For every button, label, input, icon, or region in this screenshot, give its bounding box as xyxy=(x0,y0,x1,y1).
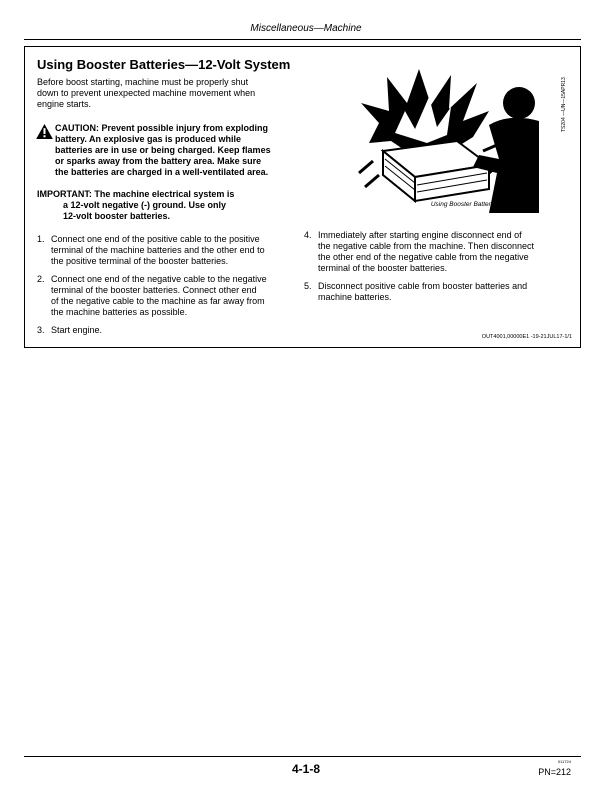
step-number: 4. xyxy=(304,230,312,240)
section-title: Using Booster Batteries—12-Volt System xyxy=(37,57,291,72)
step-number: 5. xyxy=(304,281,312,291)
step-line: Disconnect positive cable from booster batteries and xyxy=(318,281,528,291)
document-id: OUT4001,00000E1 -19-21JUL17-1/1 xyxy=(481,334,572,340)
step-line: terminal of the booster batteries. xyxy=(318,263,448,273)
list-item xyxy=(37,325,307,336)
page-number: 4-1-8 xyxy=(291,762,320,776)
important-line: IMPORTANT: The machine electrical system is xyxy=(37,189,235,199)
footer-pn: PN=212 xyxy=(538,767,571,777)
header-title: Miscellaneous—Machine xyxy=(250,23,362,34)
caution-line: the batteries are charged in a well-ventilated area. xyxy=(55,167,269,177)
exploding-battery-illustration xyxy=(339,63,569,213)
list-item xyxy=(37,274,307,318)
list-item xyxy=(304,281,569,303)
footer-rule xyxy=(24,756,581,757)
step-line: Connect one end of the positive cable to the positive xyxy=(51,234,260,244)
step-line: of the negative cable to the machine as far away from xyxy=(51,296,265,306)
step-line: Connect one end of the negative cable to the negative xyxy=(51,274,267,284)
caution-line: CAUTION: Prevent possible injury from exploding xyxy=(55,123,269,133)
step-line: terminal of the booster batteries. Connect other end xyxy=(51,285,257,295)
step-line: machine batteries. xyxy=(318,292,392,302)
steps-right-column xyxy=(304,230,569,310)
important-block xyxy=(37,189,307,222)
intro-line: down to prevent unexpected machine movement when xyxy=(37,88,256,98)
important-line: 12-volt booster batteries. xyxy=(63,211,171,221)
step-line: Immediately after starting engine disconnect end of xyxy=(318,230,522,240)
caution-line: battery. An explosive gas is produced while xyxy=(55,134,242,144)
figure-caption: Using Booster Batteries xyxy=(430,201,500,208)
list-item xyxy=(304,230,569,274)
intro-line: Before boost starting, machine must be properly shut xyxy=(37,77,249,87)
step-number: 1. xyxy=(37,234,45,244)
figure-code: TS204 —UN—15APR13 xyxy=(561,77,567,132)
list-item xyxy=(37,234,307,267)
caution-line: batteries are in use or being charged. Keep flames xyxy=(55,145,271,155)
step-line: the negative cable from the machine. Then disconnect xyxy=(318,241,534,251)
intro-paragraph xyxy=(37,77,299,110)
header-rule xyxy=(24,39,581,40)
intro-line: engine starts. xyxy=(37,99,92,109)
step-number: 3. xyxy=(37,325,45,335)
footer-code: 011724 xyxy=(557,759,571,764)
caution-block xyxy=(36,123,306,178)
battery-shape xyxy=(383,141,489,201)
caution-text xyxy=(36,123,306,178)
steps-left-column xyxy=(37,234,307,343)
step-line: terminal of the machine batteries and the other end to xyxy=(51,245,265,255)
step-line: Start engine. xyxy=(51,325,103,335)
warning-triangle-icon xyxy=(36,124,53,139)
step-line: the machine batteries as possible. xyxy=(51,307,188,317)
caution-line: or sparks away from the battery area. Make sure xyxy=(55,156,262,166)
content-panel xyxy=(24,46,581,348)
step-line: the other end of the negative cable from the negative xyxy=(318,252,529,262)
step-number: 2. xyxy=(37,274,45,284)
important-line: a 12-volt negative (-) ground. Use only xyxy=(63,200,227,210)
step-line: the positive terminal of the booster batteries. xyxy=(51,256,229,266)
